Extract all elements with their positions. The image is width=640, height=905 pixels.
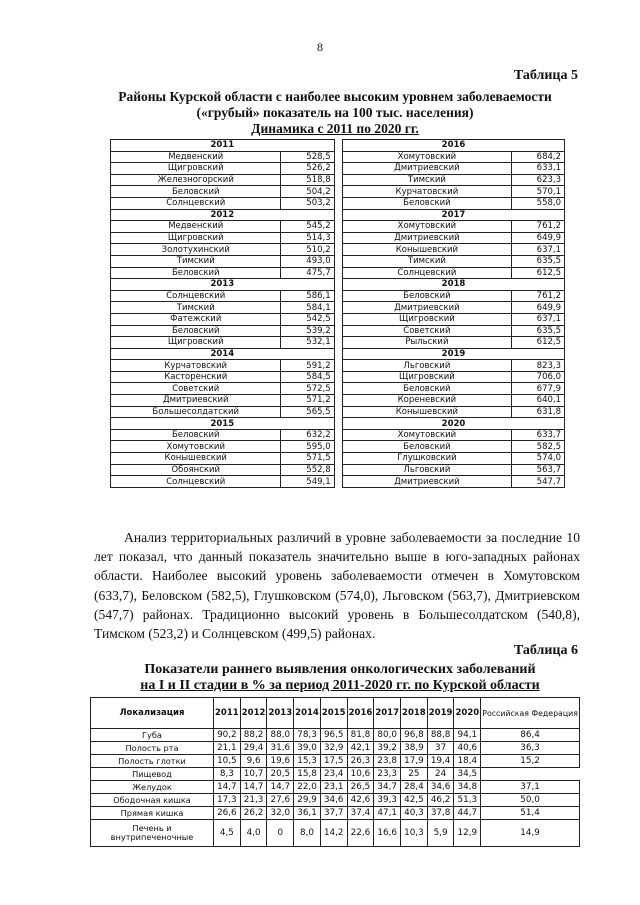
percent-cell: 28,4 (401, 781, 428, 794)
percent-cell: 26,6 (214, 807, 241, 820)
percent-cell: 34,5 (454, 768, 481, 781)
localization-cell: Ободочная кишка (91, 794, 214, 807)
percent-cell: 9,6 (240, 755, 267, 768)
year-header: 2016 (342, 140, 564, 152)
rate-value: 761,2 (511, 221, 564, 233)
rate-value: 514,3 (281, 232, 334, 244)
district-name: Фатежский (111, 313, 281, 325)
district-name: Дмитриевский (342, 232, 511, 244)
percent-cell: 34,7 (374, 781, 401, 794)
percent-cell: 88,8 (427, 729, 454, 742)
column-gap (334, 360, 342, 372)
table-row (111, 383, 565, 395)
table-row (111, 337, 565, 349)
column-header: 2016 (347, 698, 374, 729)
district-name: Беловский (342, 197, 511, 209)
percent-cell: 26,3 (347, 755, 374, 768)
percent-cell: 14,7 (214, 781, 241, 794)
column-gap (334, 337, 342, 349)
percent-cell: 5,9 (427, 820, 454, 847)
year-header-row (111, 418, 565, 430)
rate-value: 637,1 (511, 313, 564, 325)
percent-cell: 32,0 (267, 807, 294, 820)
district-name: Конышевский (342, 406, 511, 418)
column-gap (334, 302, 342, 314)
district-name: Щигровский (111, 337, 281, 349)
percent-cell: 29,9 (294, 794, 321, 807)
rate-value: 823,3 (511, 360, 564, 372)
percent-cell: 40,3 (401, 807, 428, 820)
percent-cell: 51,4 (481, 807, 580, 820)
year-header-row (111, 140, 565, 152)
table5-title-line3: Динамика с 2011 по 2020 гг. (251, 121, 419, 136)
district-name: Беловский (111, 325, 281, 337)
percent-cell: 36,1 (294, 807, 321, 820)
year-header: 2013 (111, 279, 335, 291)
district-name: Беловский (342, 383, 511, 395)
rate-value: 549,1 (281, 476, 334, 488)
year-header: 2017 (342, 209, 564, 221)
year-header: 2018 (342, 279, 564, 291)
column-gap (334, 221, 342, 233)
district-name: Солнцевский (111, 476, 281, 488)
percent-cell: 8,3 (214, 768, 241, 781)
year-header-row (111, 279, 565, 291)
column-header: 2015 (320, 698, 347, 729)
percent-cell: 21,3 (240, 794, 267, 807)
analysis-paragraph: Анализ территориальных различий в уровне заболеваемости за последние 10 лет показал, что данный показатель значительно выше в юго-западных районах области. Наиболее высокий уровень заболеваемости отмечен в Хомутовском (633,7), Беловском (582,5), Глушковском (574,0), Льговском (563,7), Дмитриевском (547,7) районах. Традиционно высокий уровень в Большесолдатском (540,8), Тимском (523,2) и Солнцевском (499,5) районах. (94, 530, 580, 642)
district-name: Солнцевский (342, 267, 511, 279)
table6-label: Таблица 6 (513, 643, 578, 658)
rate-value: 612,5 (511, 267, 564, 279)
table-row (91, 781, 580, 794)
table-row (91, 768, 580, 781)
rate-value: 503,2 (281, 197, 334, 209)
rate-value: 591,2 (281, 360, 334, 372)
year-header: 2014 (111, 348, 335, 360)
column-header: 2013 (267, 698, 294, 729)
district-name: Беловский (342, 290, 511, 302)
percent-cell: 26,5 (347, 781, 374, 794)
percent-cell: 18,4 (454, 755, 481, 768)
table-row (111, 221, 565, 233)
district-name: Хомутовский (111, 441, 281, 453)
table-row (111, 290, 565, 302)
district-name: Льговский (342, 360, 511, 372)
table-row (111, 163, 565, 175)
rate-value: 565,5 (281, 406, 334, 418)
district-name: Хомутовский (342, 151, 511, 163)
percent-cell: 38,9 (401, 742, 428, 755)
percent-cell: 81,8 (347, 729, 374, 742)
column-gap (334, 279, 342, 291)
rate-value: 582,5 (511, 441, 564, 453)
table-row (91, 755, 580, 768)
rate-value: 706,0 (511, 371, 564, 383)
percent-cell: 19,6 (267, 755, 294, 768)
percent-cell: 37,1 (481, 781, 580, 794)
district-name: Щигровский (111, 232, 281, 244)
page-number: 8 (317, 40, 323, 54)
localization-cell: Губа (91, 729, 214, 742)
percent-cell: 37,8 (427, 807, 454, 820)
percent-cell: 0 (267, 820, 294, 847)
percent-cell: 26,2 (240, 807, 267, 820)
table-row (111, 244, 565, 256)
rate-value: 635,5 (511, 325, 564, 337)
percent-cell: 88,0 (267, 729, 294, 742)
rate-value: 493,0 (281, 255, 334, 267)
percent-cell: 78,3 (294, 729, 321, 742)
table5-title (80, 89, 590, 137)
percent-cell: 24 (427, 768, 454, 781)
table-row (111, 267, 565, 279)
rate-value: 761,2 (511, 290, 564, 302)
column-header: 2014 (294, 698, 321, 729)
percent-cell: 31,6 (267, 742, 294, 755)
table5 (110, 139, 565, 488)
district-name: Тимский (342, 255, 511, 267)
percent-cell: 34,6 (320, 794, 347, 807)
table-row (111, 476, 565, 488)
column-gap (334, 441, 342, 453)
percent-cell: 12,9 (454, 820, 481, 847)
table-row (91, 729, 580, 742)
percent-cell: 39,2 (374, 742, 401, 755)
rate-value: 623,3 (511, 174, 564, 186)
percent-cell: 37,4 (347, 807, 374, 820)
district-name: Тимский (342, 174, 511, 186)
table5-title-line2: («грубый» показатель на 100 тыс. населения) (196, 105, 474, 120)
table-row (111, 302, 565, 314)
column-header: 2019 (427, 698, 454, 729)
percent-cell: 42,6 (347, 794, 374, 807)
rate-value: 633,1 (511, 163, 564, 175)
rate-value: 570,1 (511, 186, 564, 198)
column-gap (334, 267, 342, 279)
percent-cell: 14,2 (320, 820, 347, 847)
district-name: Беловский (111, 267, 281, 279)
rate-value: 572,5 (281, 383, 334, 395)
district-name: Солнцевский (111, 197, 281, 209)
localization-cell: Полость глотки (91, 755, 214, 768)
percent-cell: 22,6 (347, 820, 374, 847)
rate-value: 631,8 (511, 406, 564, 418)
percent-cell: 29,4 (240, 742, 267, 755)
table-row (91, 820, 580, 847)
district-name: Конышевский (111, 453, 281, 465)
localization-cell: Печень и внутрипеченочные (91, 820, 214, 847)
percent-cell: 46,2 (427, 794, 454, 807)
percent-cell: 86,4 (481, 729, 580, 742)
table-row (91, 794, 580, 807)
table-row (111, 371, 565, 383)
table-row (111, 151, 565, 163)
district-name: Щигровский (342, 371, 511, 383)
column-header: 2018 (401, 698, 428, 729)
percent-cell: 23,3 (374, 768, 401, 781)
district-name: Золотухинский (111, 244, 281, 256)
district-name: Тимский (111, 255, 281, 267)
column-gap (334, 395, 342, 407)
percent-cell: 37,7 (320, 807, 347, 820)
percent-cell: 50,0 (481, 794, 580, 807)
rate-value: 542,5 (281, 313, 334, 325)
rate-value: 649,9 (511, 232, 564, 244)
percent-cell: 16,6 (374, 820, 401, 847)
rate-value: 545,2 (281, 221, 334, 233)
table-row (111, 441, 565, 453)
table-row (111, 453, 565, 465)
rate-value: 649,9 (511, 302, 564, 314)
district-name: Хомутовский (342, 429, 511, 441)
table5-title-line1: Районы Курской области с наиболее высоким уровнем заболеваемости (118, 89, 552, 104)
column-gap (334, 244, 342, 256)
percent-cell: 23,8 (374, 755, 401, 768)
percent-cell: 94,1 (454, 729, 481, 742)
column-gap (334, 140, 342, 152)
rate-value: 504,2 (281, 186, 334, 198)
district-name: Тимский (111, 302, 281, 314)
district-name: Советский (111, 383, 281, 395)
percent-cell: 4,0 (240, 820, 267, 847)
rate-value: 584,5 (281, 371, 334, 383)
column-gap (334, 163, 342, 175)
column-gap (334, 313, 342, 325)
rate-value: 528,5 (281, 151, 334, 163)
percent-cell: 14,7 (240, 781, 267, 794)
year-header: 2015 (111, 418, 335, 430)
district-name: Железногорский (111, 174, 281, 186)
percent-cell: 14,9 (481, 820, 580, 847)
district-name: Медвенский (111, 221, 281, 233)
district-name: Хомутовский (342, 221, 511, 233)
district-name: Курчатовский (111, 360, 281, 372)
column-gap (334, 197, 342, 209)
column-gap (334, 464, 342, 476)
rate-value: 684,2 (511, 151, 564, 163)
table-row (111, 197, 565, 209)
table6-title-line2: на I и II стадии в % за период 2011-2020 гг. по Курской области (140, 678, 540, 693)
localization-cell: Прямая кишка (91, 807, 214, 820)
percent-cell: 51,3 (454, 794, 481, 807)
percent-cell: 25 (401, 768, 428, 781)
table-row (111, 255, 565, 267)
rate-value: 510,2 (281, 244, 334, 256)
column-gap (334, 371, 342, 383)
percent-cell: 10,3 (401, 820, 428, 847)
column-gap (334, 232, 342, 244)
year-header-row (111, 209, 565, 221)
column-header: 2017 (374, 698, 401, 729)
percent-cell: 88,2 (240, 729, 267, 742)
localization-cell: Желудок (91, 781, 214, 794)
column-gap (334, 348, 342, 360)
rate-value: 526,2 (281, 163, 334, 175)
column-gap (334, 418, 342, 430)
district-name: Медвенский (111, 151, 281, 163)
percent-cell: 80,0 (374, 729, 401, 742)
column-header: Российская Федерация (481, 698, 580, 729)
table6 (90, 697, 580, 847)
percent-cell: 27,6 (267, 794, 294, 807)
column-gap (334, 174, 342, 186)
percent-cell: 96,5 (320, 729, 347, 742)
percent-cell: 34,8 (454, 781, 481, 794)
percent-cell: 17,5 (320, 755, 347, 768)
district-name: Дмитриевский (111, 395, 281, 407)
table-row (111, 232, 565, 244)
table-row (111, 313, 565, 325)
table6-title (90, 662, 590, 694)
year-header: 2020 (342, 418, 564, 430)
rate-value: 571,2 (281, 395, 334, 407)
table-row (111, 360, 565, 372)
rate-value: 558,0 (511, 197, 564, 209)
percent-cell: 21,1 (214, 742, 241, 755)
table-row (111, 186, 565, 198)
percent-cell: 90,2 (214, 729, 241, 742)
rate-value: 532,1 (281, 337, 334, 349)
percent-cell: 15,2 (481, 755, 580, 768)
percent-cell: 44,7 (454, 807, 481, 820)
percent-cell: 39,3 (374, 794, 401, 807)
table5-label: Таблица 5 (513, 68, 578, 83)
percent-cell: 14,7 (267, 781, 294, 794)
percent-cell: 10,5 (214, 755, 241, 768)
table6-header-row (91, 698, 580, 729)
district-name: Советский (342, 325, 511, 337)
column-gap (334, 406, 342, 418)
rate-value: 571,5 (281, 453, 334, 465)
column-gap (334, 209, 342, 221)
column-gap (334, 476, 342, 488)
percent-cell: 36,3 (481, 742, 580, 755)
rate-value: 475,7 (281, 267, 334, 279)
column-gap (334, 255, 342, 267)
rate-value: 640,1 (511, 395, 564, 407)
rate-value: 633,7 (511, 429, 564, 441)
district-name: Беловский (342, 441, 511, 453)
year-header: 2012 (111, 209, 335, 221)
column-gap (334, 151, 342, 163)
rate-value: 586,1 (281, 290, 334, 302)
column-gap (334, 429, 342, 441)
column-header: Локализация (91, 698, 214, 729)
year-header: 2011 (111, 140, 335, 152)
table-row (111, 464, 565, 476)
district-name: Беловский (111, 186, 281, 198)
rate-value: 547,7 (511, 476, 564, 488)
percent-cell: 15,8 (294, 768, 321, 781)
district-name: Дмитриевский (342, 302, 511, 314)
rate-value: 637,1 (511, 244, 564, 256)
year-header: 2019 (342, 348, 564, 360)
percent-cell: 10,6 (347, 768, 374, 781)
column-gap (334, 383, 342, 395)
rate-value: 563,7 (511, 464, 564, 476)
column-gap (334, 186, 342, 198)
percent-cell: 4,5 (214, 820, 241, 847)
rate-value: 677,9 (511, 383, 564, 395)
district-name: Обоянский (111, 464, 281, 476)
district-name: Щигровский (342, 313, 511, 325)
percent-cell: 15,3 (294, 755, 321, 768)
district-name: Курчатовский (342, 186, 511, 198)
percent-cell: 17,9 (401, 755, 428, 768)
column-gap (334, 325, 342, 337)
percent-cell: 34,6 (427, 781, 454, 794)
rate-value: 518,8 (281, 174, 334, 186)
localization-cell: Пищевод (91, 768, 214, 781)
district-name: Щигровский (111, 163, 281, 175)
table-row (111, 325, 565, 337)
district-name: Касторенский (111, 371, 281, 383)
district-name: Беловский (111, 429, 281, 441)
percent-cell: 42,5 (401, 794, 428, 807)
district-name: Глушковский (342, 453, 511, 465)
percent-cell: 47,1 (374, 807, 401, 820)
table-row (91, 807, 580, 820)
district-name: Большесолдатский (111, 406, 281, 418)
district-name: Дмитриевский (342, 476, 511, 488)
percent-cell: 8,0 (294, 820, 321, 847)
table6-title-line1: Показатели раннего выявления онкологических заболеваний (144, 662, 536, 677)
column-header: 2012 (240, 698, 267, 729)
percent-cell: 96,8 (401, 729, 428, 742)
column-header: 2011 (214, 698, 241, 729)
percent-cell: 19,4 (427, 755, 454, 768)
district-name: Кореневский (342, 395, 511, 407)
column-gap (334, 290, 342, 302)
year-header-row (111, 348, 565, 360)
rate-value: 539,2 (281, 325, 334, 337)
percent-cell: 32,9 (320, 742, 347, 755)
district-name: Льговский (342, 464, 511, 476)
rate-value: 635,5 (511, 255, 564, 267)
percent-cell: 20,5 (267, 768, 294, 781)
percent-cell: 17,3 (214, 794, 241, 807)
percent-cell: 23,4 (320, 768, 347, 781)
table-row (111, 406, 565, 418)
district-name: Солнцевский (111, 290, 281, 302)
district-name: Конышевский (342, 244, 511, 256)
district-name: Дмитриевский (342, 163, 511, 175)
percent-cell: 22,0 (294, 781, 321, 794)
localization-cell: Полость рта (91, 742, 214, 755)
column-header: 2020 (454, 698, 481, 729)
table-row (91, 742, 580, 755)
district-name: Рыльский (342, 337, 511, 349)
table-row (111, 395, 565, 407)
rate-value: 584,1 (281, 302, 334, 314)
rate-value: 574,0 (511, 453, 564, 465)
table-row (111, 174, 565, 186)
percent-cell: 39,0 (294, 742, 321, 755)
rate-value: 595,0 (281, 441, 334, 453)
percent-cell: 37 (427, 742, 454, 755)
percent-cell: 42,1 (347, 742, 374, 755)
percent-cell: 10,7 (240, 768, 267, 781)
table-row (111, 429, 565, 441)
rate-value: 632,2 (281, 429, 334, 441)
rate-value: 552,8 (281, 464, 334, 476)
column-gap (334, 453, 342, 465)
rate-value: 612,5 (511, 337, 564, 349)
percent-cell: 23,1 (320, 781, 347, 794)
percent-cell: 40,6 (454, 742, 481, 755)
